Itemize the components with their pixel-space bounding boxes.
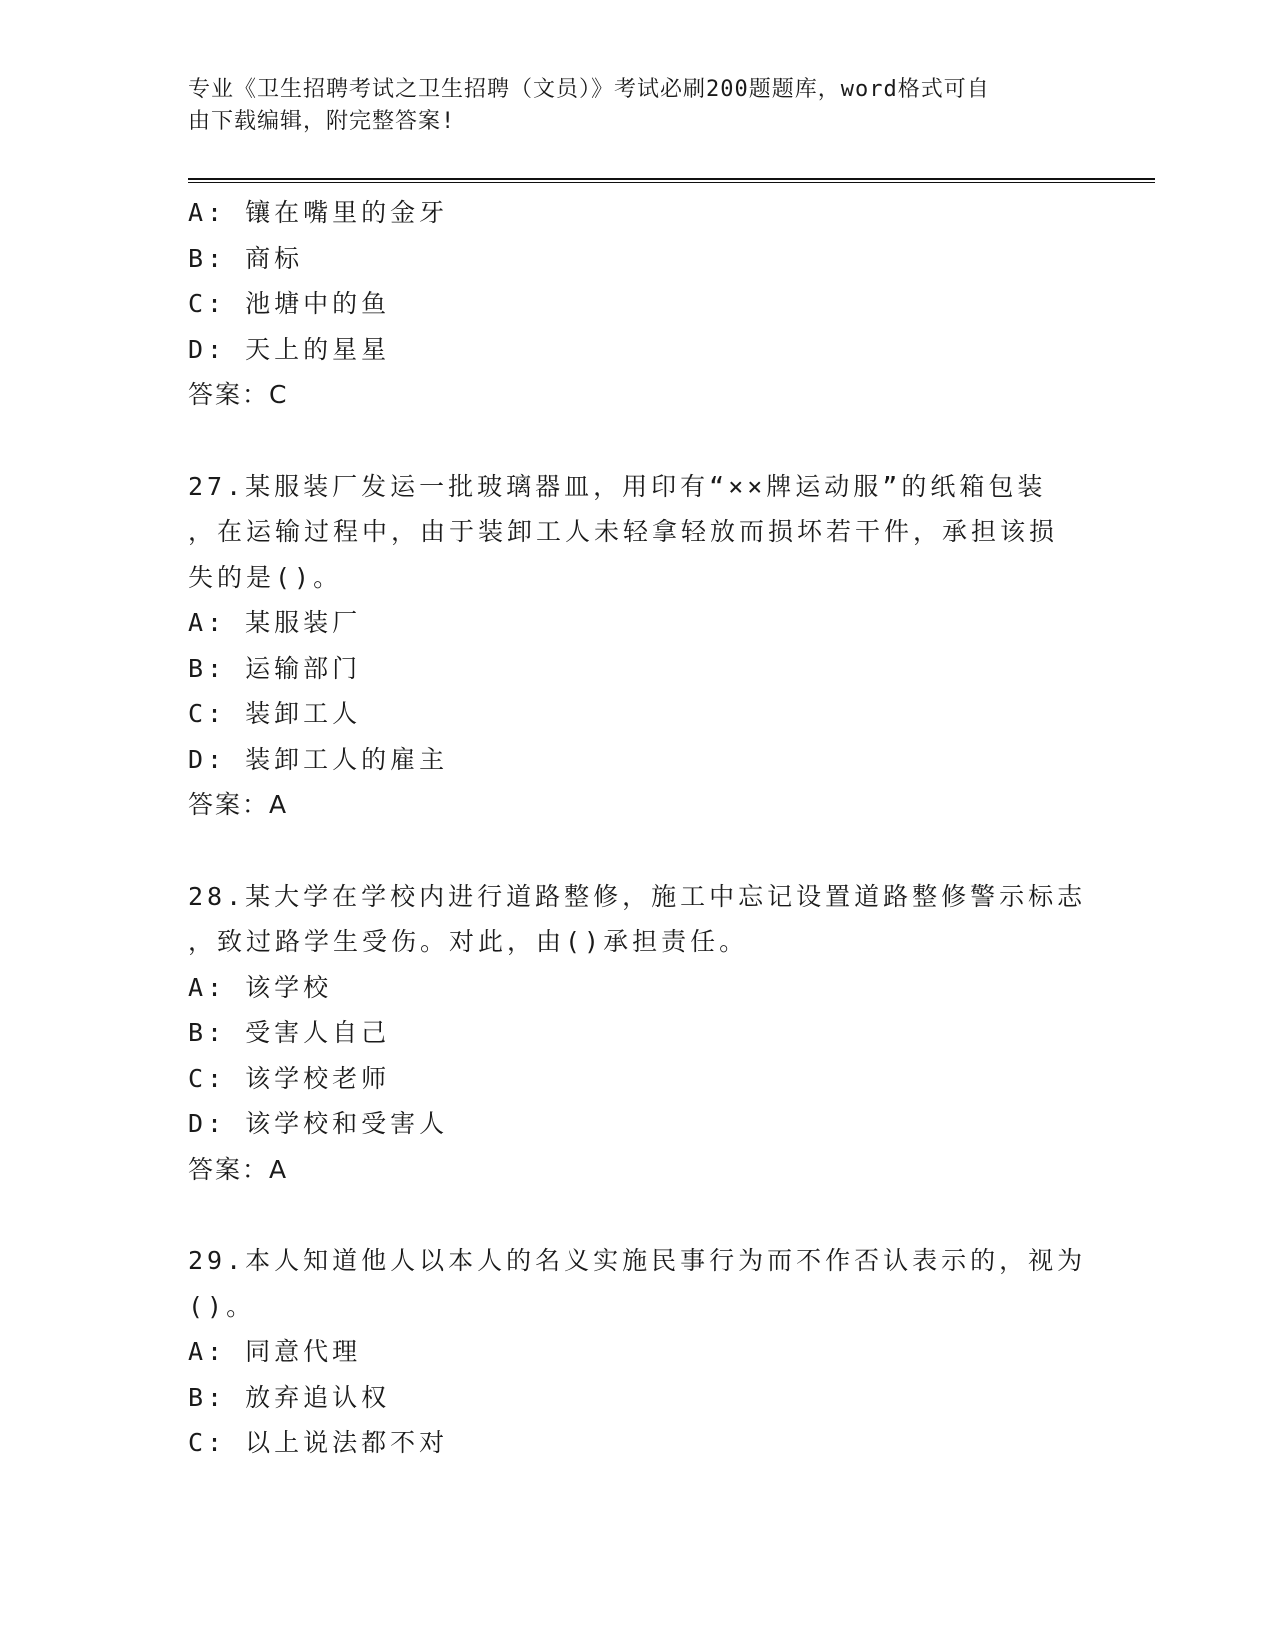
option-c: C: 该学校老师 <box>188 1063 391 1093</box>
question-text-line: ()。 <box>188 1291 256 1321</box>
header-line-2: 由下载编辑，附完整答案! <box>188 109 456 134</box>
option-b: B: 受害人自己 <box>188 1018 391 1047</box>
question-text-line: 27.某服装厂发运一批玻璃器皿，用印有“××牌运动服”的纸箱包装 <box>188 471 1047 501</box>
question-text-line: 28.某大学在学校内进行道路整修，施工中忘记设置道路整修警示标志 <box>188 881 1087 911</box>
option-a: A: 同意代理 <box>188 1337 362 1366</box>
question-26-tail <box>188 190 1088 418</box>
question-29 <box>188 1238 1088 1466</box>
option-b: B: 放弃追认权 <box>188 1382 391 1412</box>
answer-line: 答案：A <box>188 790 289 819</box>
answer-line: 答案：C <box>188 380 289 409</box>
question-28 <box>188 874 1088 1193</box>
header-divider <box>188 178 1155 183</box>
question-text-line: ，在运输过程中，由于装卸工人未轻拿轻放而损坏若干件，承担该损 <box>188 517 1059 546</box>
option-b: B: 运输部门 <box>188 653 362 683</box>
document-header <box>188 74 1068 138</box>
question-27 <box>188 464 1088 828</box>
question-text-line: 29.本人知道他人以本人的名义实施民事行为而不作否认表示的，视为 <box>188 1246 1087 1275</box>
option-d: D: 该学校和受害人 <box>188 1109 449 1138</box>
option-a: A: 某服装厂 <box>188 608 362 637</box>
option-c: C: 池塘中的鱼 <box>188 289 391 318</box>
option-c: C: 装卸工人 <box>188 699 362 728</box>
option-d: D: 天上的星星 <box>188 334 391 364</box>
question-list <box>188 190 1088 1466</box>
question-text-line: ，致过路学生受伤。对此，由()承担责任。 <box>188 927 749 956</box>
option-d: D: 装卸工人的雇主 <box>188 744 449 774</box>
option-b: B: 商标 <box>188 243 304 273</box>
option-c: C: 以上说法都不对 <box>188 1428 449 1457</box>
option-a: A: 该学校 <box>188 972 333 1002</box>
header-line-1: 专业《卫生招聘考试之卫生招聘（文员）》考试必刷200题题库，word格式可自 <box>188 77 990 102</box>
question-text-line: 失的是()。 <box>188 562 343 592</box>
option-a: A: 镶在嘴里的金牙 <box>188 198 449 227</box>
answer-line: 答案：A <box>188 1154 289 1184</box>
